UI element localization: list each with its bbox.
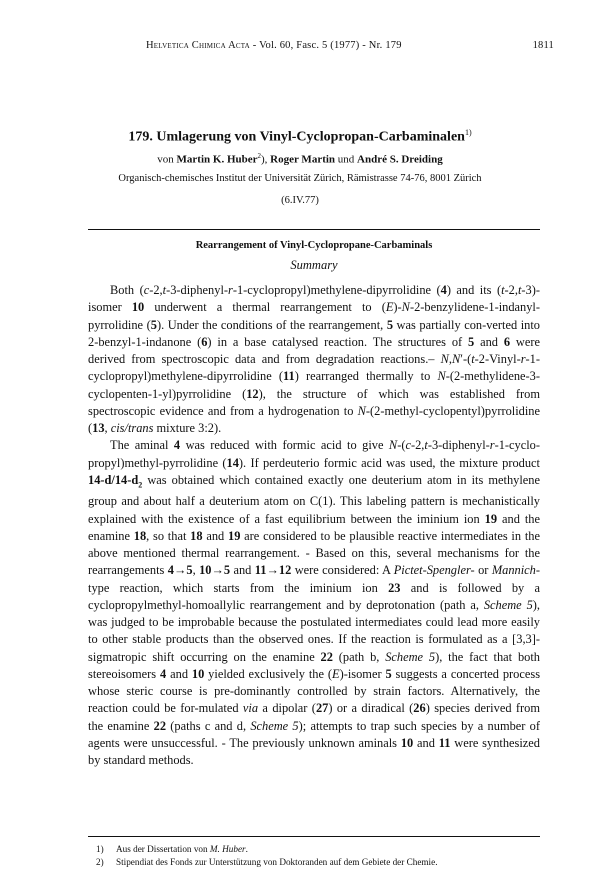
summary-heading: Summary: [290, 258, 338, 272]
summary-paragraph: The aminal 4 was reduced with formic acid to give N-(c-2,t-3-diphenyl-r-1-cyclo-propyl)methyl-pyrrolidine (14). If perdeuterio formic acid was used, the mixture product $14-d/14-d_2$ was obtained which contained exactly one deuterium atom in its methylene group and about half a deuterium atom on C(1). This labeling pattern is mechanistically explained with the existence of a fast equilibrium between the iminium ion 19 and the enamine 18, so that 18 and 19 are considered to be plausible reactive intermediates in the above mentioned thermal rearrangement. - Based on this, several mechanisms for the rearrangements 4→5, 10→5 and 11→12 were considered: A Pictet-Spengler- or Mannich-type reaction, which starts from the iminium ion 23 and is followed by a cyclopropylmethyl-homoallylic rearrangement and by deprotonation (path a, Scheme 5), was judged to be improbable because the postulated intermediates could lead more easily to other stable products than the observed ones. If the reaction is formulated as a [3,3]-sigmatropic shift occurring on the enamine 22 (path b, Scheme 5), the fact that both stereoisomers 4 and 10 yielded exclusively the (E)-isomer 5 suggests a concerted process whose steric course is pre-dominantly controlled by strain factors. Alternatively, the reaction could be for-mulated via a dipolar (27) or a diradical (26) species derived from the enamine 22 (paths c and d, Scheme 5); attempts to trap such species by a number of agents were unsuccessful. - The previously unknown aminals 10 and 11 were synthesized by standard methods.: [88, 438, 541, 768]
summary-body: [88, 282, 540, 769]
footnote: 2) Stipendiat des Fonds zur Unterstützung von Doktoranden auf dem Gebiete der Chemie.: [96, 857, 438, 867]
received-date: (6.IV.77): [281, 195, 319, 206]
author-line: von Martin K. Huber$^2$), Roger Martin und André S. Dreiding: [157, 152, 443, 166]
journal-citation: Helvetica Chimica Acta - Vol. 60, Fasc. 5 (1977) - Nr. 179: [146, 40, 402, 51]
english-title: Rearrangement of Vinyl-Cyclopropane-Carbaminals: [195, 240, 433, 251]
footnote-ref: 2: [257, 152, 261, 160]
article-title: 179. Umlagerung von Vinyl-Cyclopropan-Carbaminalen$^{1)}$: [128, 128, 472, 145]
page-number: 1811: [532, 40, 554, 51]
summary-paragraph: Both (c-2,t-3-diphenyl-r-1-cyclopropyl)methylene-dipyrrolidine (4) and its (t-2,t-3)-isomer 10 underwent a thermal rearrangement to (E)-N-2-benzylidene-1-indanyl-pyrrolidine (5). Under the conditions of the rearrangement, 5 was partially con-verted into 2-benzyl-1-indanone (6) in a base catalysed reaction. The structures of 5 and 6 were derived from spectroscopic data and from degradation reactions.– N,N′-(t-2-Vinyl-r-1-cyclopropyl)methylene-dipyrrolidine (11) rearranged thermally to N-(2-methylidene-3-cyclopenten-1-yl)pyrrolidine (12), the structure of which was established from spectroscopic evidence and from a hydrogenation to N-(2-methyl-cyclopentyl)pyrrolidine (13, cis/trans mixture 3:2).: [88, 283, 541, 435]
affiliation: Organisch-chemisches Institut der Universität Zürich, Rämistrasse 74-76, 8001 Zürich: [118, 173, 482, 184]
divider: [88, 229, 540, 230]
divider: [88, 836, 540, 837]
author-name: André S. Dreiding: [357, 153, 443, 166]
author-name: Roger Martin: [270, 153, 336, 166]
author-name: Martin K. Huber: [176, 153, 258, 166]
footnote-ref: 1): [464, 128, 472, 137]
footnotes: [88, 843, 540, 869]
footnote: 1) Aus der Dissertation von M. Huber.: [96, 844, 248, 854]
